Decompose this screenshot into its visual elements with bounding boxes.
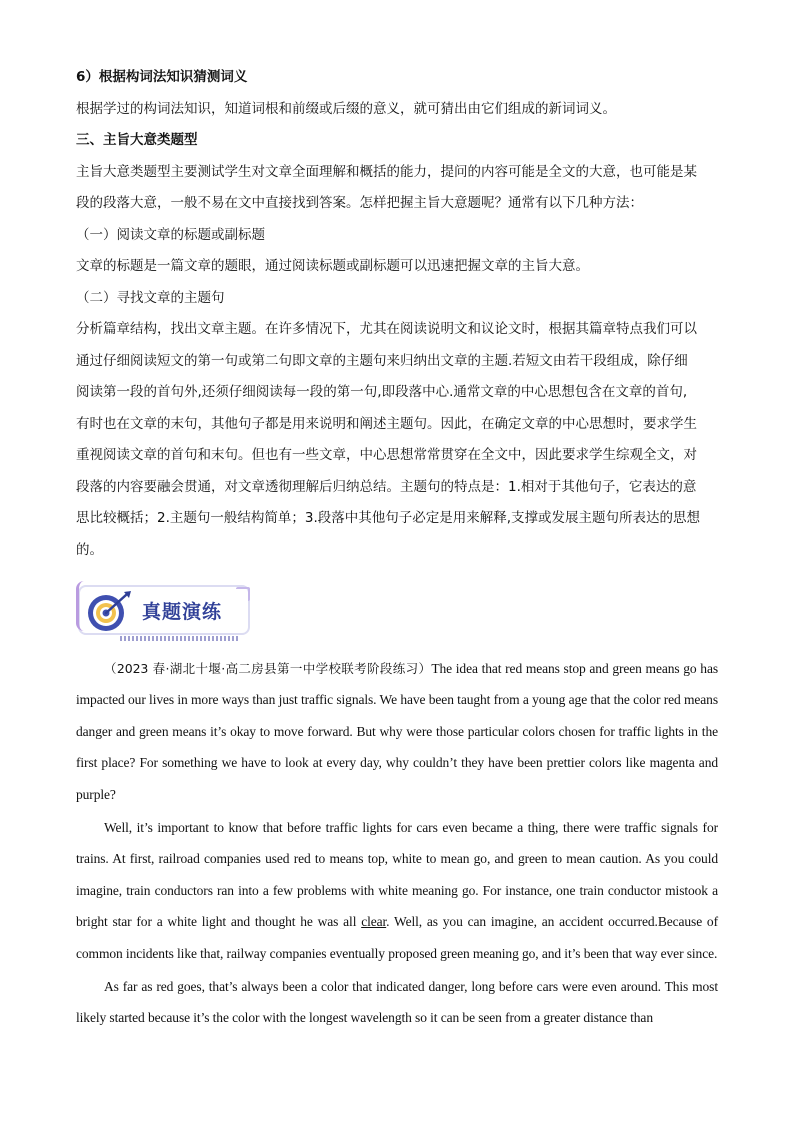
section-6-heading: 6）根据构词法知识猜测词义 <box>76 69 248 85</box>
banner-corner-decoration <box>236 587 250 601</box>
section-3-heading: 三、主旨大意类题型 <box>76 132 198 148</box>
method-2-line: 的。 <box>76 541 103 558</box>
method-2-heading: （二）寻找文章的主题句 <box>76 289 225 306</box>
passage-paragraph-1 <box>76 653 718 810</box>
method-2-line: 重视阅读文章的首句和末句。但也有一些文章，中心思想常常贯穿在全文中，因此要求学生综观全文，对 <box>76 447 697 463</box>
section-3-intro-line: 段的段落大意，一般不易在文中直接找到答案。怎样把握主旨大意题呢？通常有以下几种方法： <box>76 195 643 211</box>
passage-paragraph-3: As far as red goes, that’s always been a color that indicated danger, long before cars were even around. This most likely started because it’s the color with the longest wavelength so it can be seen from a greater distance than <box>76 979 718 1026</box>
method-2-line: 阅读第一段的首句外,还须仔细阅读每一段的第一句,即段落中心.通常文章的中心思想包含在文章的首句, <box>76 384 688 400</box>
method-2-line: 分析篇章结构，找出文章主题。在许多情况下，尤其在阅读说明文和议论文时，根据其篇章特点我们可以 <box>76 321 697 337</box>
banner-underline-bar <box>120 636 240 641</box>
passage-paragraph-2 <box>76 812 718 969</box>
banner-title: 真题演练 <box>142 601 223 623</box>
section-3-intro-line: 主旨大意类题型主要测试学生对文章全面理解和概括的能力，提问的内容可能是全文的大意，也可能是某 <box>76 163 697 180</box>
method-1-text: 文章的标题是一篇文章的题眼，通过阅读标题或副标题可以迅速把握文章的主旨大意。 <box>76 258 589 274</box>
section-6-text: 根据学过的构词法知识，知道词根和前缀或后缀的意义，就可猜出由它们组成的新词词义。 <box>76 100 616 117</box>
passage-paragraph-1-text: The idea that red means stop and green means go has impacted our lives in more ways than just traffic signals. We have been taught from a young age that the color red means danger and green means it’s okay to move forward. But why were those particular colors chosen for traffic lights in the first place? For something we have to look at every day, why couldn’t they have been prettier colors like magenta and purple? <box>76 661 718 802</box>
method-2-line: 段落的内容要融会贯通，对文章透彻理解后归纳总结。主题句的特点是：1.相对于其他句子，它表达的意 <box>76 478 697 495</box>
passage-paragraph-2-text-end: . Well, as you can imagine, an accident occurred.Because of common incidents like that, railway companies eventually proposed green meaning go, and it’s been that way ever since. <box>76 914 718 961</box>
practice-banner <box>76 581 718 641</box>
document-page <box>76 62 718 1034</box>
target-icon <box>84 589 134 633</box>
method-2-line: 有时也在文章的末句，其他句子都是用来说明和阐述主题句。因此，在确定文章的中心思想时，要求学生 <box>76 415 697 432</box>
passage-paragraph-2-text-start: Well, it’s important to know that before traffic lights for cars even became a thing, there were traffic signals for trains. At first, railroad companies used red to means top, white to mean go, and green to mean caution. As you could imagine, train conductors ran into a few problems with white meaning go. For instance, one train conductor mistook a bright star for a white light and thought he was all <box>76 820 718 930</box>
method-2-line: 通过仔细阅读短文的第一句或第二句即文章的主题句来归纳出文章的主题.若短文由若干段组成，除仔细 <box>76 352 688 369</box>
passage-source: （2023 春·湖北十堰·高二房县第一中学校联考阶段练习） <box>104 661 432 676</box>
underlined-word: clear <box>361 914 387 930</box>
method-2-line: 思比较概括；2.主题句一般结构简单；3.段落中其他句子必定是用来解释,支撑或发展主题句所表达的思想 <box>76 510 701 526</box>
method-1-heading: （一）阅读文章的标题或副标题 <box>76 226 265 243</box>
